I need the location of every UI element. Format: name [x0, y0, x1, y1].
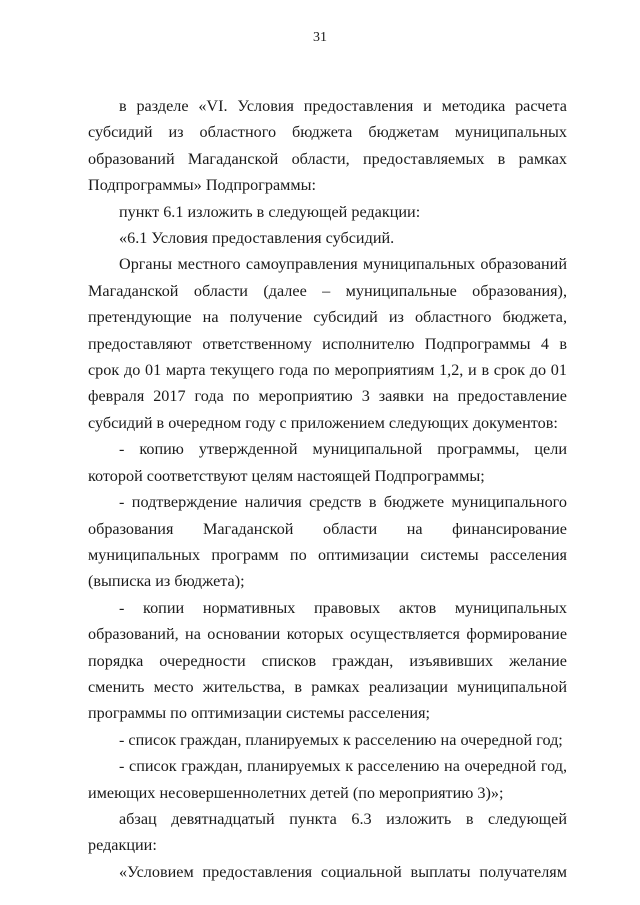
page-number: 31	[313, 30, 327, 45]
list-item-citizens-list: - список граждан, планируемых к расселению на очередной год;	[119, 730, 563, 749]
list-item-program-copy: - копию утвержденной муниципальной программы, цели которой соответствуют целям настоящей Подпрограммы;	[88, 440, 567, 485]
list-item-citizens-with-children: - список граждан, планируемых к расселению на очередной год, имеющих несовершеннолетних детей (по мероприятию 3)»;	[88, 757, 567, 802]
list-item-budget-confirmation: - подтверждение наличия средств в бюджете муниципального образования Магаданской области на финансирование муниципальных программ по оптимизации системы расселения (выписка из бюджета);	[88, 493, 567, 591]
paragraph-subsidy-application: Органы местного самоуправления муниципальных образований Магаданской области (далее – муниципальные образования), претендующие на получение субсидий из областного бюджета, предоставляют ответственному исполнителю Подпрограммы 4 в срок до 01 марта текущего года по мероприятиям 1,2, и в срок до 01 февраля 2017 года по мероприятию 3 заявки на предоставление субсидий в очередном году с приложением следующих документов:	[88, 255, 567, 432]
paragraph-item-6-1-instruction: пункт 6.1 изложить в следующей редакции:	[119, 202, 421, 221]
paragraph-social-payment-condition: «Условием предоставления социальной выплаты получателям	[119, 862, 567, 881]
document-body	[88, 93, 567, 885]
paragraph-item-6-1-heading: «6.1 Условия предоставления субсидий.	[119, 229, 395, 248]
paragraph-item-6-3-instruction: абзац девятнадцатый пункта 6.3 изложить в следующей редакции:	[88, 809, 567, 855]
list-item-legal-acts: - копии нормативных правовых актов муниципальных образований, на основании которых осуществляется формирование порядка очередности списков граждан, изъявивших желание сменить место жительства, в рамках реализации муниципальной программы по оптимизации системы расселения;	[88, 598, 567, 723]
paragraph-section-reference: в разделе «VI. Условия предоставления и методика расчета субсидий из областного бюджета бюджетам муниципальных образований Магаданской области, предоставляемых в рамках Подпрограммы» Подпрограммы:	[88, 97, 567, 195]
